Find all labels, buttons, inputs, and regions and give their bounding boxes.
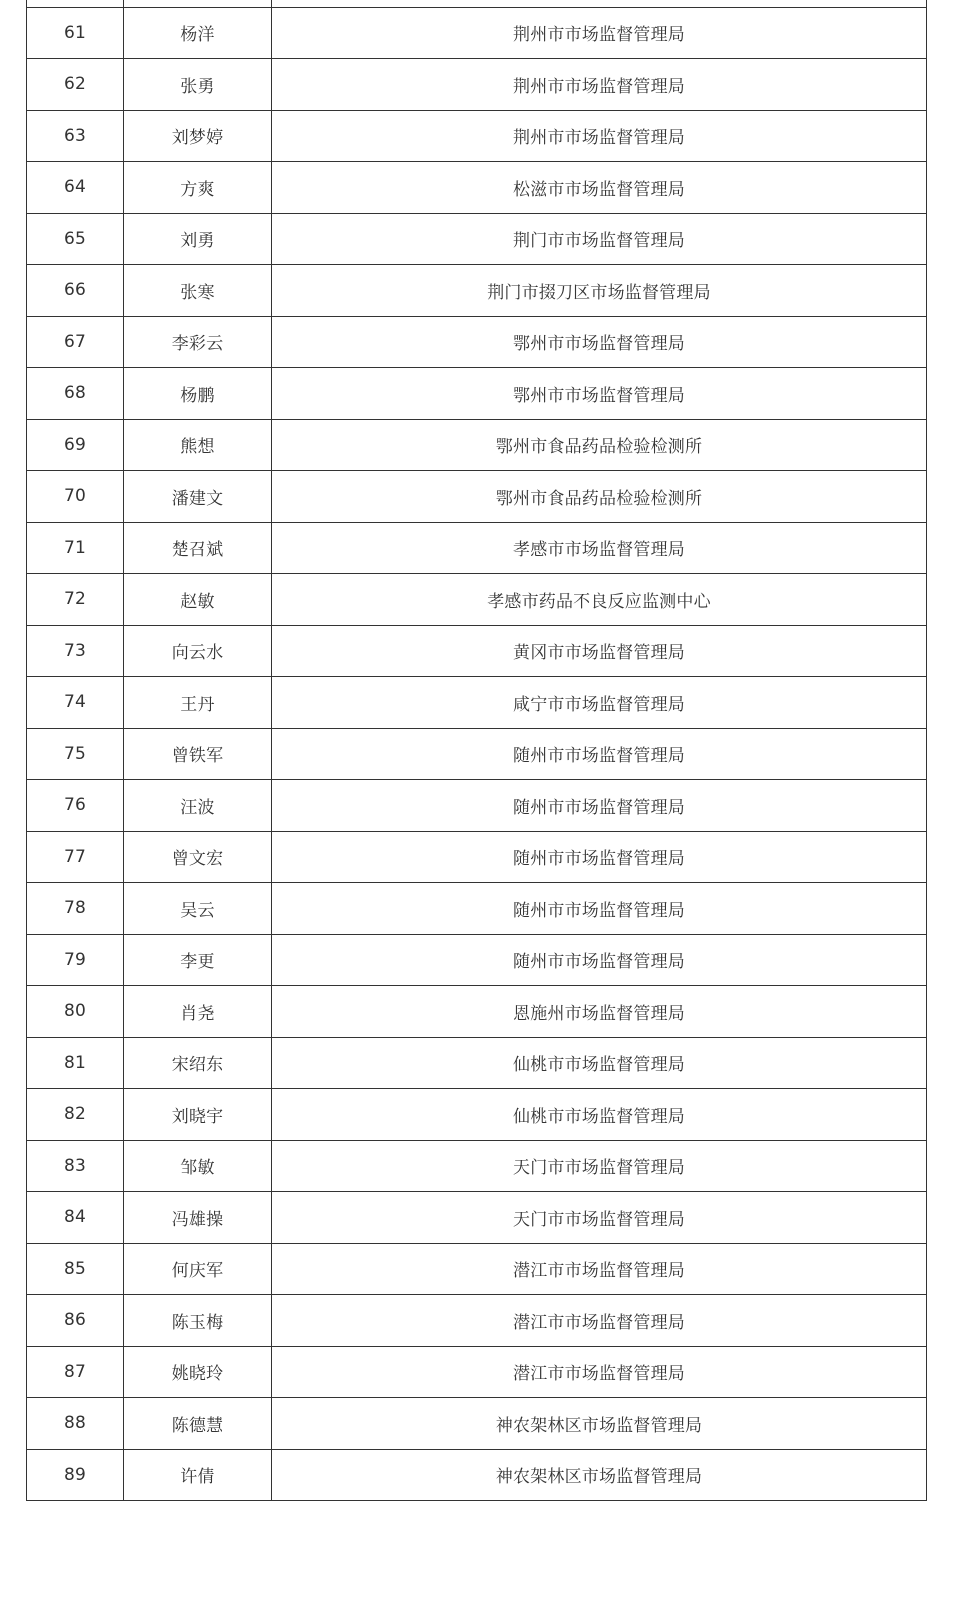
person-name: 吴云: [124, 883, 272, 935]
table-row: [27, 265, 927, 317]
person-name: 张勇: [124, 59, 272, 111]
person-name: 汪波: [124, 780, 272, 832]
table-row: [27, 1192, 927, 1244]
table-row: [27, 1140, 927, 1192]
person-name: 何庆军: [124, 1243, 272, 1295]
row-number: 65: [27, 213, 124, 265]
organization: [272, 0, 927, 7]
table-row: [27, 1346, 927, 1398]
row-number: 61: [27, 7, 124, 59]
row-number: 70: [27, 471, 124, 523]
table-row: [27, 0, 927, 7]
person-name: 李彩云: [124, 316, 272, 368]
table-row: [27, 471, 927, 523]
table-row: [27, 368, 927, 420]
person-name: 陈玉梅: [124, 1295, 272, 1347]
organization: 潜江市市场监督管理局: [272, 1243, 927, 1295]
row-number: 83: [27, 1140, 124, 1192]
organization: 天门市市场监督管理局: [272, 1192, 927, 1244]
document-table-container: [26, 0, 926, 1501]
organization: 随州市市场监督管理局: [272, 728, 927, 780]
table-row: [27, 1243, 927, 1295]
organization: 松滋市市场监督管理局: [272, 162, 927, 214]
row-number: 74: [27, 677, 124, 729]
person-name: 曾铁军: [124, 728, 272, 780]
row-number: 86: [27, 1295, 124, 1347]
row-number: 71: [27, 522, 124, 574]
row-number: 69: [27, 419, 124, 471]
organization: 鄂州市市场监督管理局: [272, 316, 927, 368]
person-name: 曾文宏: [124, 831, 272, 883]
personnel-table: [26, 0, 927, 1501]
row-number: 68: [27, 368, 124, 420]
table-row: [27, 780, 927, 832]
organization: 神农架林区市场监督管理局: [272, 1398, 927, 1450]
row-number: 66: [27, 265, 124, 317]
table-row: [27, 316, 927, 368]
row-number: 78: [27, 883, 124, 935]
table-row: [27, 728, 927, 780]
table-row: [27, 1089, 927, 1141]
person-name: 杨洋: [124, 7, 272, 59]
row-number: 84: [27, 1192, 124, 1244]
person-name: 冯雄操: [124, 1192, 272, 1244]
table-row: [27, 59, 927, 111]
table-row: [27, 522, 927, 574]
person-name: [124, 0, 272, 7]
organization: 潜江市市场监督管理局: [272, 1295, 927, 1347]
row-number: 76: [27, 780, 124, 832]
person-name: 宋绍东: [124, 1037, 272, 1089]
person-name: 陈德慧: [124, 1398, 272, 1450]
person-name: 姚晓玲: [124, 1346, 272, 1398]
organization: 随州市市场监督管理局: [272, 780, 927, 832]
table-row: [27, 831, 927, 883]
person-name: 刘勇: [124, 213, 272, 265]
person-name: 潘建文: [124, 471, 272, 523]
personnel-table-body: [27, 0, 927, 1501]
table-row: [27, 162, 927, 214]
person-name: 向云水: [124, 625, 272, 677]
organization: 黄冈市市场监督管理局: [272, 625, 927, 677]
table-row: [27, 1037, 927, 1089]
row-number: 73: [27, 625, 124, 677]
row-number: 64: [27, 162, 124, 214]
organization: 神农架林区市场监督管理局: [272, 1449, 927, 1501]
person-name: 许倩: [124, 1449, 272, 1501]
person-name: 杨鹏: [124, 368, 272, 420]
person-name: 方爽: [124, 162, 272, 214]
person-name: 李更: [124, 934, 272, 986]
row-number: 81: [27, 1037, 124, 1089]
person-name: 刘晓宇: [124, 1089, 272, 1141]
organization: 鄂州市食品药品检验检测所: [272, 471, 927, 523]
table-row: [27, 883, 927, 935]
row-number: 89: [27, 1449, 124, 1501]
table-row: [27, 1398, 927, 1450]
row-number: 67: [27, 316, 124, 368]
person-name: 肖尧: [124, 986, 272, 1038]
table-row: [27, 1295, 927, 1347]
organization: 孝感市市场监督管理局: [272, 522, 927, 574]
row-number: 75: [27, 728, 124, 780]
organization: 荆州市市场监督管理局: [272, 7, 927, 59]
table-row: [27, 625, 927, 677]
organization: 仙桃市市场监督管理局: [272, 1037, 927, 1089]
row-number: 79: [27, 934, 124, 986]
row-number: [27, 0, 124, 7]
organization: 潜江市市场监督管理局: [272, 1346, 927, 1398]
table-row: [27, 986, 927, 1038]
row-number: 63: [27, 110, 124, 162]
table-row: [27, 934, 927, 986]
table-row: [27, 110, 927, 162]
organization: 荆州市市场监督管理局: [272, 110, 927, 162]
organization: 鄂州市食品药品检验检测所: [272, 419, 927, 471]
organization: 孝感市药品不良反应监测中心: [272, 574, 927, 626]
organization: 随州市市场监督管理局: [272, 934, 927, 986]
row-number: 88: [27, 1398, 124, 1450]
organization: 荆州市市场监督管理局: [272, 59, 927, 111]
person-name: 张寒: [124, 265, 272, 317]
table-row: [27, 574, 927, 626]
organization: 荆门市市场监督管理局: [272, 213, 927, 265]
row-number: 62: [27, 59, 124, 111]
organization: 仙桃市市场监督管理局: [272, 1089, 927, 1141]
row-number: 72: [27, 574, 124, 626]
row-number: 77: [27, 831, 124, 883]
person-name: 赵敏: [124, 574, 272, 626]
person-name: 熊想: [124, 419, 272, 471]
row-number: 80: [27, 986, 124, 1038]
organization: 恩施州市场监督管理局: [272, 986, 927, 1038]
table-row: [27, 1449, 927, 1501]
row-number: 82: [27, 1089, 124, 1141]
row-number: 87: [27, 1346, 124, 1398]
person-name: 王丹: [124, 677, 272, 729]
table-row: [27, 213, 927, 265]
organization: 天门市市场监督管理局: [272, 1140, 927, 1192]
organization: 随州市市场监督管理局: [272, 831, 927, 883]
person-name: 刘梦婷: [124, 110, 272, 162]
organization: 鄂州市市场监督管理局: [272, 368, 927, 420]
table-row: [27, 677, 927, 729]
organization: 咸宁市市场监督管理局: [272, 677, 927, 729]
person-name: 楚召斌: [124, 522, 272, 574]
row-number: 85: [27, 1243, 124, 1295]
table-row: [27, 419, 927, 471]
table-row: [27, 7, 927, 59]
organization: 荆门市掇刀区市场监督管理局: [272, 265, 927, 317]
organization: 随州市市场监督管理局: [272, 883, 927, 935]
person-name: 邹敏: [124, 1140, 272, 1192]
